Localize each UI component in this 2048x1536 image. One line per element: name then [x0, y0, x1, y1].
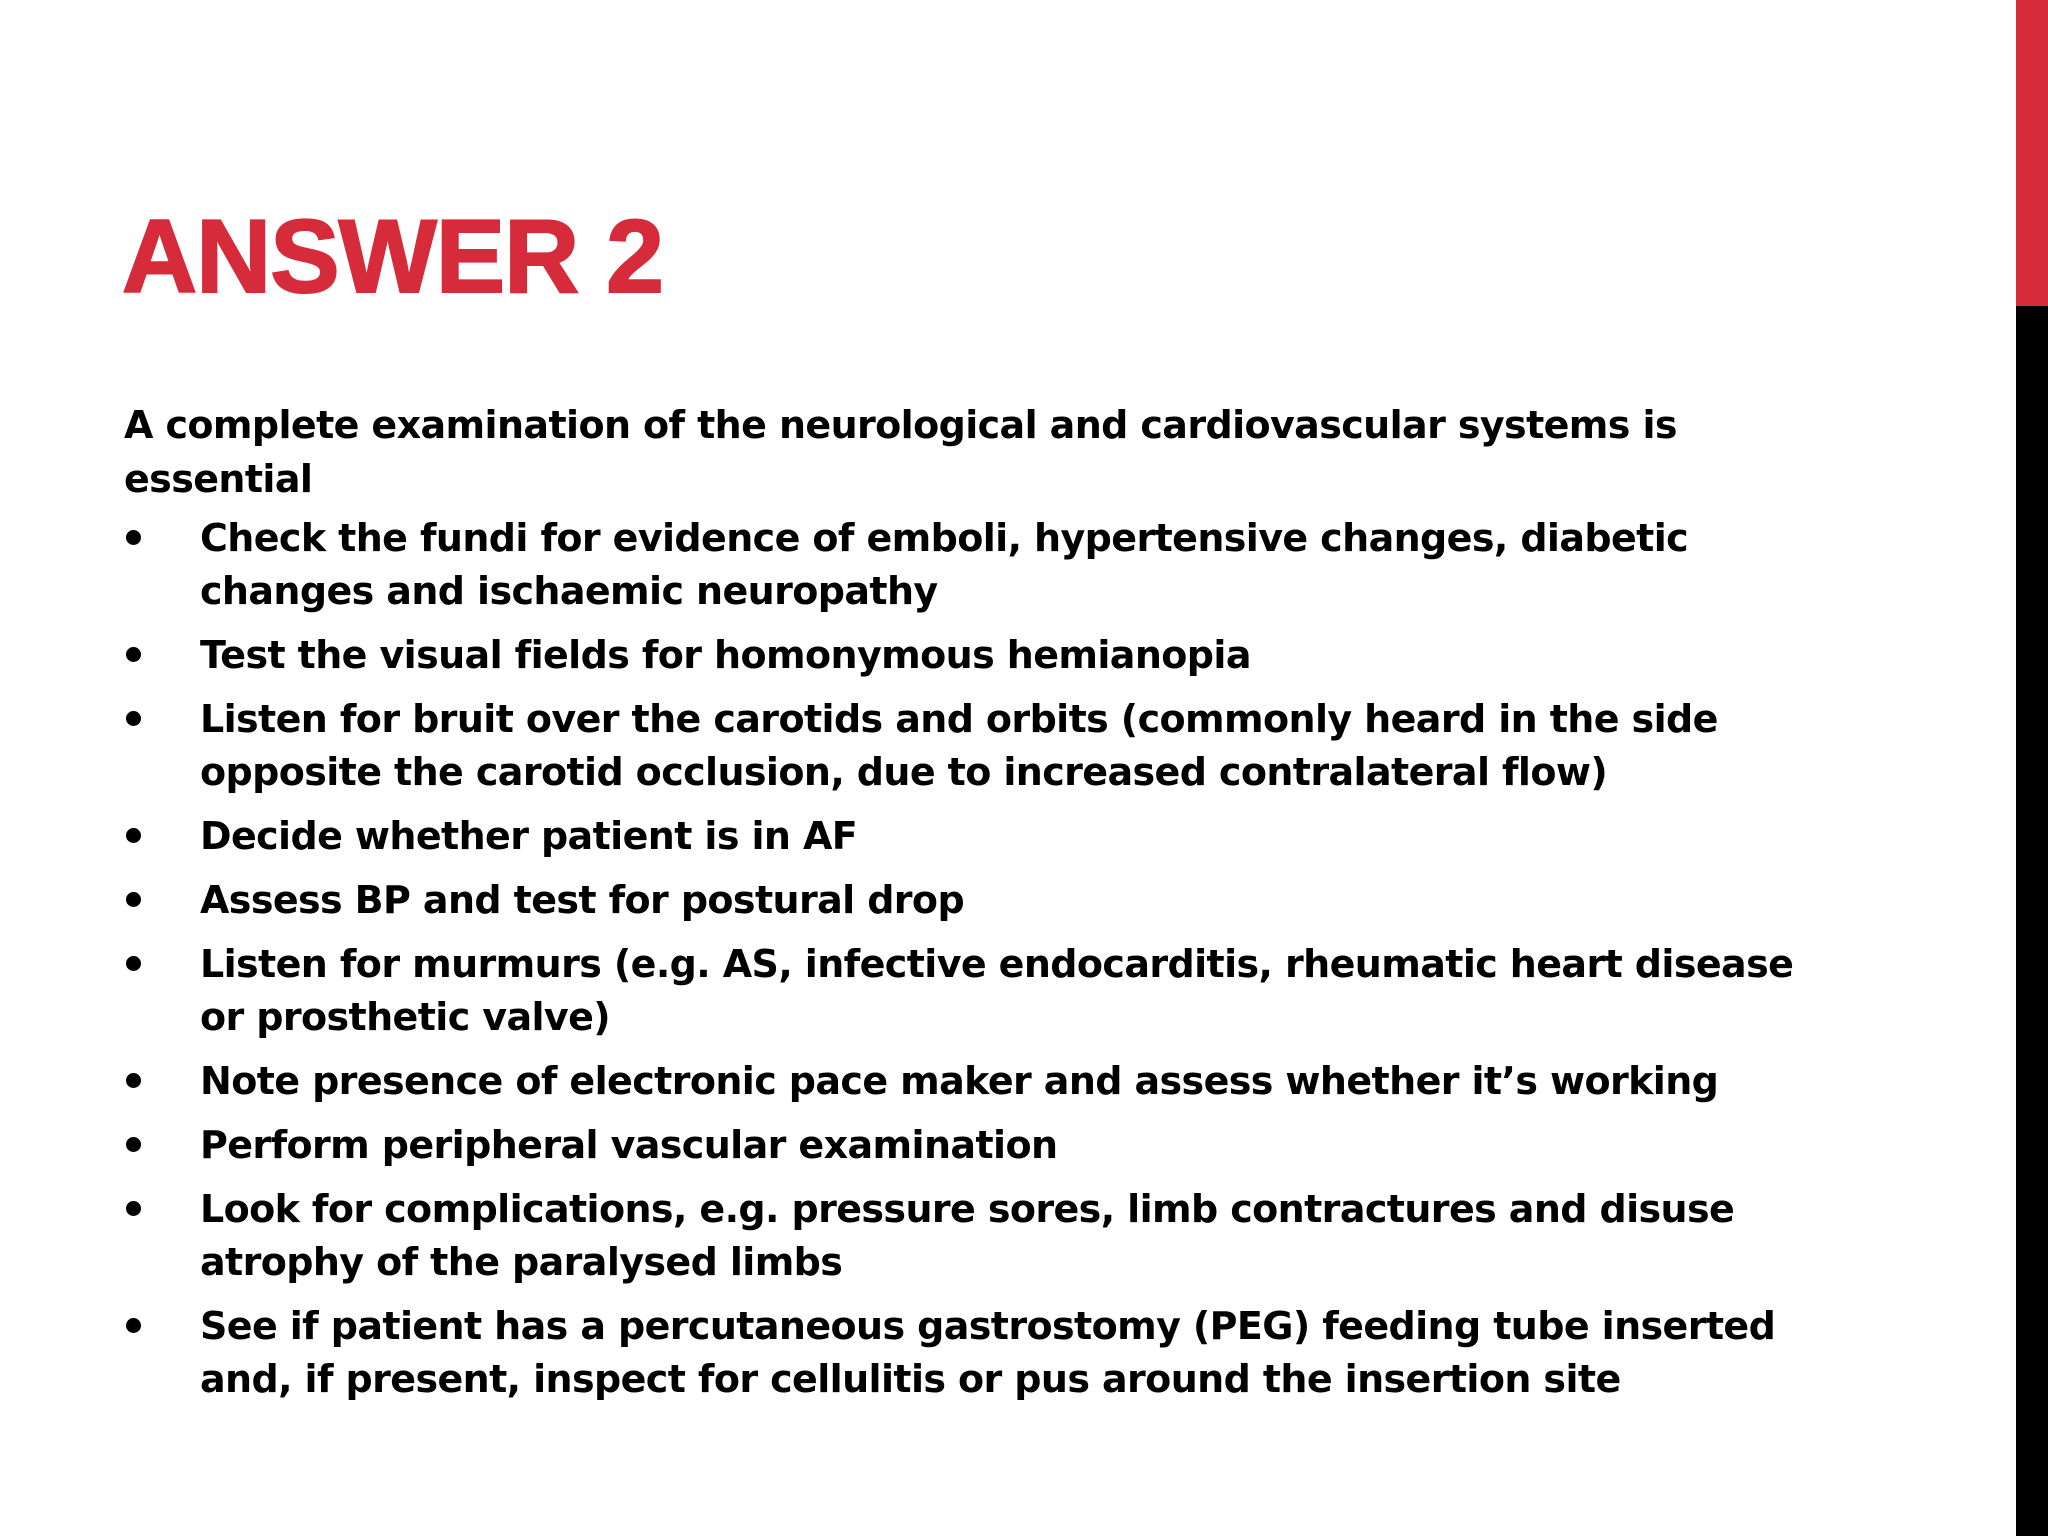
slide-body: [124, 398, 1844, 1417]
list-item: [124, 1183, 1844, 1289]
list-item: [124, 1119, 1844, 1172]
list-item: [124, 1055, 1844, 1108]
bullet-list: [124, 512, 1844, 1406]
list-item: [124, 1300, 1844, 1406]
list-item: [124, 874, 1844, 927]
list-item: [124, 512, 1844, 618]
list-item: [124, 693, 1844, 799]
accent-bar-black: [2016, 306, 2048, 1536]
bullet-icon: [124, 512, 200, 565]
list-item-text: See if patient has a percutaneous gastrostomy (PEG) feeding tube inserted and, if present, inspect for cellulitis or pus around the insertion site: [200, 1304, 1776, 1401]
list-item-text: Test the visual fields for homonymous hemianopia: [200, 633, 1251, 677]
bullet-icon: [124, 629, 200, 682]
list-item-text: Listen for bruit over the carotids and orbits (commonly heard in the side opposite the carotid occlusion, due to increased contralateral flow): [200, 697, 1718, 794]
list-item-text: Perform peripheral vascular examination: [200, 1123, 1058, 1167]
list-item-text: Look for complications, e.g. pressure sores, limb contractures and disuse atrophy of the paralysed limbs: [200, 1187, 1735, 1284]
bullet-icon: [124, 1300, 200, 1353]
bullet-icon: [124, 938, 200, 991]
list-item-text: Note presence of electronic pace maker and assess whether it’s working: [200, 1059, 1719, 1103]
list-item: [124, 938, 1844, 1044]
bullet-icon: [124, 874, 200, 927]
bullet-icon: [124, 1183, 200, 1236]
slide-title: ANSWER 2: [122, 199, 663, 315]
bullet-icon: [124, 693, 200, 746]
intro-text: A complete examination of the neurological and cardiovascular systems is essential: [124, 403, 1677, 501]
list-item-text: Listen for murmurs (e.g. AS, infective endocarditis, rheumatic heart disease or prosthetic valve): [200, 942, 1794, 1039]
list-item: [124, 629, 1844, 682]
bullet-icon: [124, 1055, 200, 1108]
bullet-icon: [124, 810, 200, 863]
list-item-text: Check the fundi for evidence of emboli, hypertensive changes, diabetic changes and ischaemic neuropathy: [200, 516, 1689, 613]
list-item-text: Assess BP and test for postural drop: [200, 878, 965, 922]
list-item: [124, 810, 1844, 863]
list-item-text: Decide whether patient is in AF: [200, 814, 858, 858]
bullet-icon: [124, 1119, 200, 1172]
accent-bar-red: [2016, 0, 2048, 306]
